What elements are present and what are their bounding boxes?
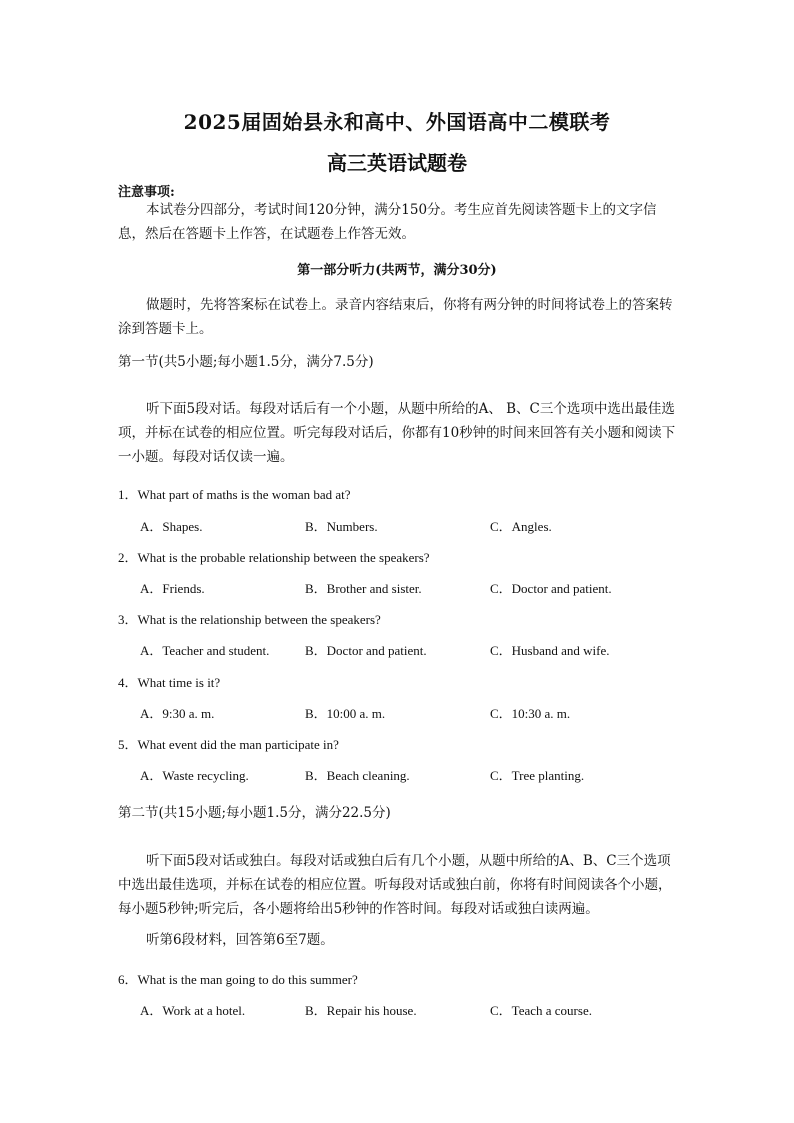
question-4 (118, 672, 220, 691)
option-c: C．10:30 a. m. (490, 706, 571, 721)
option-b: B．10:00 a. m. (305, 706, 386, 721)
notice-body: 本试卷分四部分，考试时间120分钟，满分150分。考生应首先阅读答题卡上的文字信息，然后在答题卡上作答，在试题卷上作答无效。 (118, 202, 657, 242)
question-1 (118, 484, 351, 503)
question-text: What time is it? (137, 675, 221, 690)
option-b: B．Repair his house. (305, 1003, 417, 1018)
question-6 (118, 969, 358, 988)
option-a: A．Friends. (140, 581, 205, 596)
option-c: C．Husband and wife. (490, 643, 610, 658)
option-a: A．Work at a hotel. (140, 1003, 246, 1018)
option-b: B．Numbers. (305, 519, 378, 534)
option-c: C．Angles. (490, 519, 552, 534)
option-c: C．Tree planting. (490, 768, 585, 783)
option-b: B．Beach cleaning. (305, 768, 410, 783)
option-c: C．Teach a course. (490, 1003, 592, 1018)
question-3 (118, 609, 381, 628)
question-text: What is the man going to do this summer? (137, 972, 358, 987)
question-number: 4． (118, 675, 138, 690)
exam-title: 2025届固始县永和高中、外国语高中二模联考 (183, 110, 611, 134)
option-b: B．Brother and sister. (305, 581, 422, 596)
option-a: A．Teacher and student. (140, 643, 270, 658)
section1-instruction: 听下面5段对话。每段对话后有一个小题，从题中所给的A、 B、C三个选项中选出最佳选项，并标在试卷的相应位置。听完每段对话后，你都有10秒钟的时间来回答有关小题和阅读下一小题。每段对话仅读一遍。 (118, 401, 676, 465)
question-number: 1． (118, 487, 138, 502)
question-text: What is the relationship between the speakers? (137, 612, 381, 627)
option-b: B．Doctor and patient. (305, 643, 427, 658)
section2-instruction: 听下面5段对话或独白。每段对话或独白后有几个小题，从题中所给的A、B、C三个选项中选出最佳选项，并标在试卷的相应位置。听每段对话或独白前，你将有时间阅读各个小题，每小题5秒钟;听完后，各小题将给出5秒钟的作答时间。每段对话或独白读两遍。 (118, 853, 672, 917)
question-5 (118, 734, 339, 753)
option-c: C．Doctor and patient. (490, 581, 612, 596)
question-number: 2． (118, 550, 138, 565)
question-number: 6． (118, 972, 138, 987)
part1-heading: 第一部分听力(共两节，满分30分) (297, 263, 497, 278)
option-a: A．9:30 a. m. (140, 706, 215, 721)
exam-subtitle: 高三英语试题卷 (327, 151, 467, 175)
option-a: A．Shapes. (140, 519, 203, 534)
question-text: What is the probable relationship between the speakers? (137, 550, 430, 565)
option-a: A．Waste recycling. (140, 768, 249, 783)
question-text: What part of maths is the woman bad at? (137, 487, 351, 502)
question-number: 3． (118, 612, 138, 627)
section1-heading: 第一节(共5小题;每小题1.5分，满分7.5分) (118, 354, 374, 370)
question-text: What event did the man participate in? (137, 737, 339, 752)
question-2 (118, 547, 430, 566)
part1-instruction: 做题时，先将答案标在试卷上。录音内容结束后，你将有两分钟的时间将试卷上的答案转涂到答题卡上。 (118, 297, 673, 337)
question-number: 5． (118, 737, 138, 752)
section2-heading: 第二节(共15小题;每小题1.5分，满分22.5分) (118, 805, 391, 821)
notice-heading: 注意事项: (118, 185, 175, 200)
material-note: 听第6段材料，回答第6至7题。 (146, 932, 334, 948)
